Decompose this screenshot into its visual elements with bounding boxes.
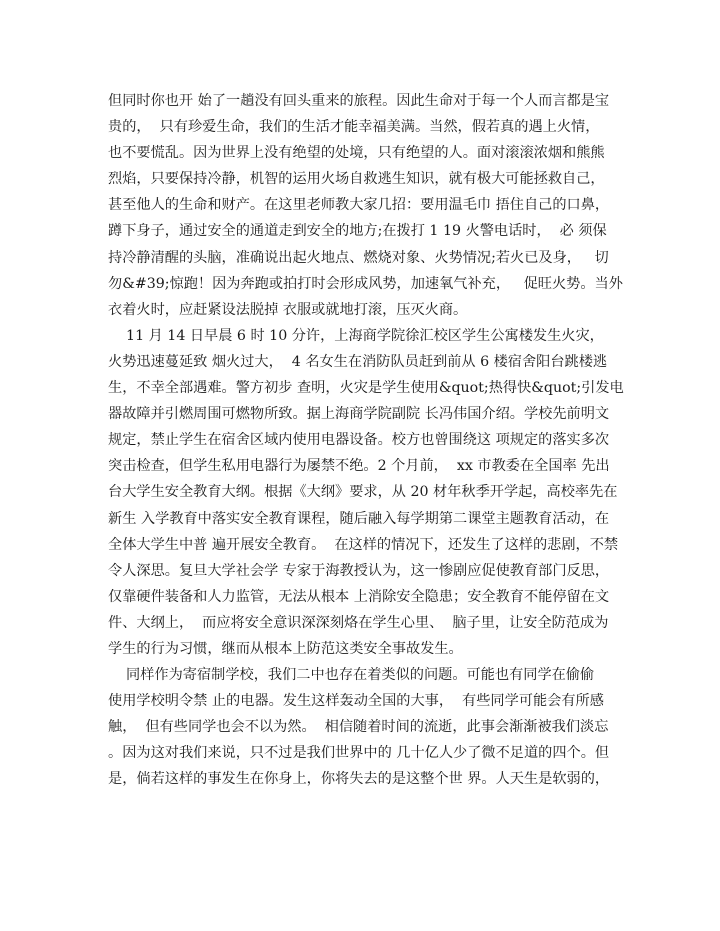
text-line: 。因为这对我们来说，只不过是我们世界中的 几十亿人少了微不足道的四个。但 <box>108 745 610 762</box>
text-line: 规定，禁止学生在宿舍区域内使用电器设备。校方也曾围绕这 项规定的落实多次 <box>108 432 610 449</box>
text-line: 令人深思。复旦大学社会学 专家于海教授认为，这一惨剧应促使教育部门反思， <box>108 562 610 579</box>
body-text <box>108 88 624 793</box>
text-line: 11 月 14 日早晨 6 时 10 分许，上海商学院徐汇校区学生公寓楼发生火灾， <box>108 327 604 344</box>
text-line: 学生的行为习惯，继而从根本上防范这类安全事故发生。 <box>108 640 463 657</box>
text-line: 但同时你也开 始了一趟没有回头重来的旅程。因此生命对于每一个人而言都是宝 <box>108 93 610 109</box>
text-line: 使用学校明令禁 止的电器。发生这样轰动全国的大事， 有些同学可能会有所感 <box>108 693 604 710</box>
text-line: 贵的， 只有珍爱生命，我们的生活才能幸福美满。当然，假若真的遇上火情， <box>108 119 600 136</box>
text-line: 台大学生安全教育大纲。根据《大纲》要求，从 20 材年秋季开学起，高校率先在 <box>108 484 618 501</box>
text-line: 烈焰，只要保持冷静，机智的运用火场自救逃生知识，就有极大可能拯救自己， <box>108 171 605 188</box>
text-line: 同样作为寄宿制学校，我们二中也存在着类似的问题。可能也有同学在偷偷 <box>108 667 595 684</box>
text-line: 也不要慌乱。因为世界上没有绝望的处境，只有绝望的人。面对滚滚浓烟和熊熊 <box>108 145 605 162</box>
text-line: 全体大学生中普 遍开展安全教育。 在这样的情况下，还发生了这样的悲剧，不禁 <box>108 536 619 553</box>
text-line: 突击检查，但学生私用电器行为屡禁不绝。2 个月前， xx 市教委在全国率 先出 <box>108 458 610 475</box>
text-line: 是，倘若这样的事发生在你身上，你将失去的是这整个世 界。人天生是软弱的， <box>108 771 610 788</box>
text-line: 衣着火时，应赶紧设法脱掉 衣服或就地打滚，压灭火商。 <box>108 301 468 318</box>
text-line: 火势迅速蔓延致 烟火过大， 4 名女生在消防队员赶到前从 6 楼宿舍阳台跳楼逃 <box>108 353 608 370</box>
text-line: 仅靠硬件装备和人力监管，无法从根本 上消除安全隐患；安全教育不能停留在文 <box>108 588 610 605</box>
text-line: 件、大纲上， 而应将安全意识深深刻烙在学生心里、 脑子里，让安全防范成为 <box>108 614 609 631</box>
text-line: 生，不幸全部遇难。警方初步 查明，火灾是学生使用&quot;热得快&quot;引发电 <box>108 380 624 397</box>
text-line: 蹲下身子，通过安全的通道走到安全的地方;在拨打 1 19 火警电话时， 必 须保 <box>108 223 607 240</box>
text-line: 新生 入学教育中落实安全教育课程，随后融入每学期第二课堂主题教育活动，在 <box>108 510 610 527</box>
text-line: 甚至他人的生命和财产。在这里老师教大家几招：要用温毛巾 捂住自己的口鼻， <box>108 197 610 214</box>
text-line: 器故障并引燃周围可燃物所致。据上海商学院副院 长冯伟国介绍。学校先前明文 <box>108 406 610 423</box>
text-line: 持冷静清醒的头脑，准确说出起火地点、燃烧对象、火势情况;若火已及身， 切 <box>108 249 609 266</box>
text-line: 触， 但有些同学也会不以为然。 相信随着时间的流逝，此事会渐渐被我们淡忘 <box>108 719 609 736</box>
text-line: 勿&#39;惊跑！因为奔跑或拍打时会形成风势，加速氧气补充， 促旺火势。当外 <box>108 275 623 292</box>
